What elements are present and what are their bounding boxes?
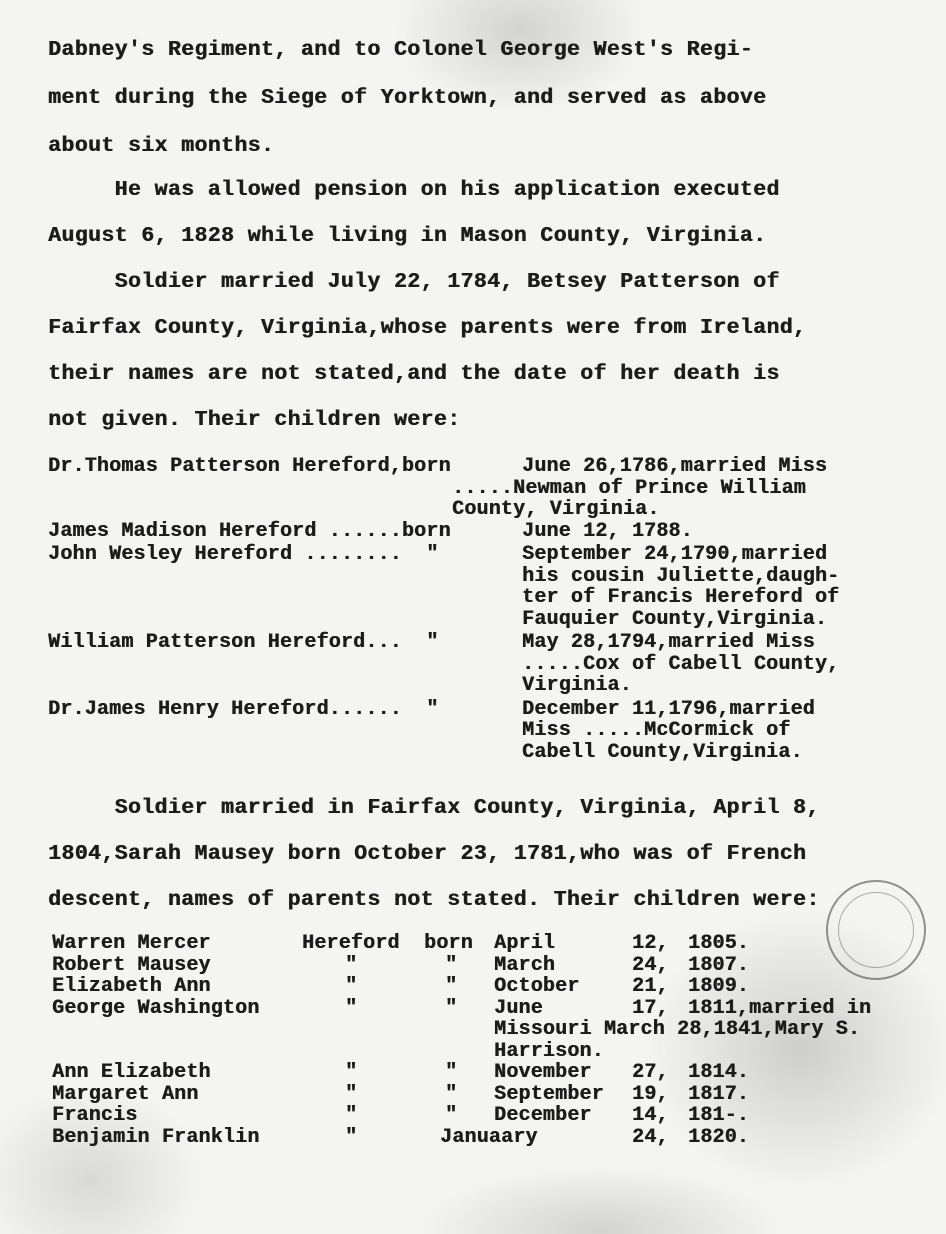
child-born: " bbox=[445, 996, 458, 1020]
child-born: " bbox=[445, 953, 458, 977]
child-name: George Washington bbox=[52, 996, 260, 1020]
paragraph-line: Soldier married in Fairfax County, Virginia, April 8, bbox=[48, 796, 820, 820]
child-year: 1814. bbox=[688, 1061, 750, 1084]
child-surname: Hereford bbox=[302, 932, 400, 955]
child-detail: County, Virginia. bbox=[452, 498, 660, 521]
child-surname: " bbox=[345, 1125, 358, 1149]
paragraph-line: not given. Their children were: bbox=[48, 408, 461, 432]
child-surname: " bbox=[345, 1082, 358, 1106]
child-month: September bbox=[494, 1082, 604, 1106]
paragraph-line: August 6, 1828 while living in Mason County, Virginia. bbox=[48, 224, 767, 248]
child-year: 1820. bbox=[688, 1125, 750, 1149]
child-name: Elizabeth Ann bbox=[52, 975, 211, 998]
child-year: 1817. bbox=[688, 1082, 750, 1106]
child-born: " bbox=[445, 1082, 458, 1106]
child-day: 24, bbox=[632, 953, 669, 977]
paragraph-line: He was allowed pension on his application executed bbox=[48, 178, 780, 202]
child-surname: " bbox=[345, 975, 358, 998]
child-born: born bbox=[424, 932, 473, 955]
child-detail: Harrison. bbox=[494, 1039, 604, 1063]
child-detail: December 11,1796,married bbox=[522, 697, 815, 721]
child-detail: May 28,1794,married Miss bbox=[522, 631, 815, 654]
child-name: Dr.James Henry Hereford...... " bbox=[48, 697, 439, 721]
child-month: December bbox=[494, 1104, 592, 1127]
child-born: " bbox=[445, 1061, 458, 1084]
child-month: October bbox=[494, 975, 580, 998]
child-detail: June 26,1786,married Miss bbox=[522, 455, 828, 478]
child-surname: " bbox=[345, 996, 358, 1020]
child-name: Francis bbox=[52, 1104, 138, 1127]
child-day: 27, bbox=[632, 1061, 669, 1084]
child-day: 21, bbox=[632, 975, 669, 998]
child-name: Warren Mercer bbox=[52, 932, 211, 955]
paragraph-line: Dabney's Regiment, and to Colonel George West's Regi- bbox=[48, 38, 754, 62]
child-year: 1809. bbox=[688, 975, 750, 998]
child-name: James Madison Hereford ......born bbox=[48, 519, 451, 543]
child-year: 181-. bbox=[688, 1104, 750, 1127]
child-month: March bbox=[494, 953, 556, 977]
child-day: 24, bbox=[632, 1125, 669, 1149]
child-month: Januaary bbox=[440, 1125, 538, 1149]
child-born: " bbox=[445, 975, 458, 998]
child-detail: Cabell County,Virginia. bbox=[522, 740, 803, 764]
child-year: 1811,married in bbox=[688, 996, 872, 1020]
child-name: John Wesley Hereford ........ " bbox=[48, 543, 439, 566]
child-day: 12, bbox=[632, 932, 669, 955]
child-name: Robert Mausey bbox=[52, 953, 211, 977]
paragraph-line: Soldier married July 22, 1784, Betsey Patterson of bbox=[48, 270, 780, 294]
child-month: November bbox=[494, 1061, 592, 1084]
child-detail: Miss .....McCormick of bbox=[522, 719, 791, 742]
child-detail: .....Cox of Cabell County, bbox=[522, 652, 840, 676]
child-surname: " bbox=[345, 1061, 358, 1084]
child-detail: June 12, 1788. bbox=[522, 519, 693, 543]
child-name: William Patterson Hereford... " bbox=[48, 631, 439, 654]
child-year: 1805. bbox=[688, 932, 750, 955]
child-month: April bbox=[494, 932, 556, 955]
paragraph-line: descent, names of parents not stated. Their children were: bbox=[48, 888, 820, 912]
paragraph-line: their names are not stated,and the date of her death is bbox=[48, 362, 780, 386]
child-name: Dr.Thomas Patterson Hereford,born bbox=[48, 455, 451, 478]
child-detail: ter of Francis Hereford of bbox=[522, 586, 840, 609]
child-detail: .....Newman of Prince William bbox=[452, 476, 806, 500]
child-day: 19, bbox=[632, 1082, 669, 1106]
child-detail: Fauquier County,Virginia. bbox=[522, 607, 828, 631]
child-detail: his cousin Juliette,daugh- bbox=[522, 564, 840, 588]
child-day: 17, bbox=[632, 996, 669, 1020]
child-month: June bbox=[494, 996, 543, 1020]
child-surname: " bbox=[345, 953, 358, 977]
child-day: 14, bbox=[632, 1104, 669, 1127]
ink-stamp bbox=[826, 880, 926, 980]
child-name: Benjamin Franklin bbox=[52, 1125, 260, 1149]
child-year: 1807. bbox=[688, 953, 750, 977]
child-detail: Virginia. bbox=[522, 674, 632, 697]
paragraph-line: Fairfax County, Virginia,whose parents were from Ireland, bbox=[48, 316, 807, 340]
child-name: Margaret Ann bbox=[52, 1082, 199, 1106]
child-name: Ann Elizabeth bbox=[52, 1061, 211, 1084]
paragraph-line: 1804,Sarah Mausey born October 23, 1781,who was of French bbox=[48, 842, 807, 866]
paragraph-line: about six months. bbox=[48, 134, 275, 158]
child-born: " bbox=[445, 1104, 458, 1127]
paragraph-line: ment during the Siege of Yorktown, and served as above bbox=[48, 86, 767, 110]
child-detail: Missouri March 28,1841,Mary S. bbox=[494, 1018, 861, 1041]
child-detail: September 24,1790,married bbox=[522, 543, 828, 566]
child-surname: " bbox=[345, 1104, 358, 1127]
